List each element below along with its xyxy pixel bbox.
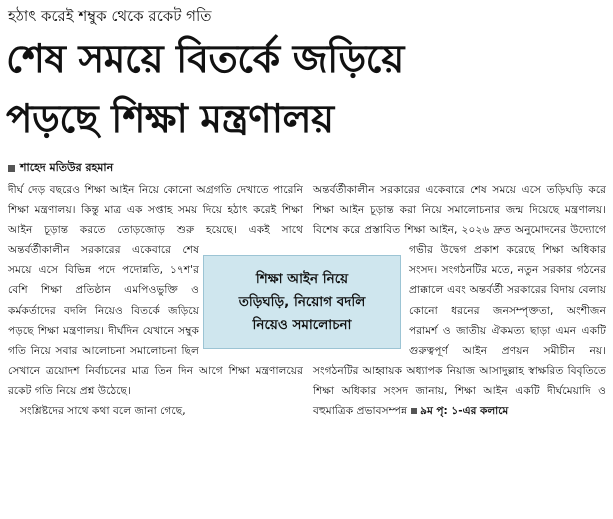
pullquote-line-2: তড়িঘড়ি, নিয়োগ বদলি — [238, 293, 366, 310]
pullquote-line-3: নিয়েও সমালোচনা — [252, 316, 352, 333]
article-paragraph: সংশ্লিষ্টদের সাথে কথা বলে জানা গেছে, — [20, 404, 186, 418]
byline-author: শাহেদ মতিউর রহমান — [20, 161, 114, 174]
kicker: হঠাৎ করেই শম্বুক থেকে রকেট গতি — [8, 7, 212, 25]
headline — [6, 30, 606, 150]
headline-line-1: শেষ সময়ে বিতর্কে জড়িয়ে — [6, 37, 404, 82]
continuation-note: ৯ম পৃ: ১-এর কলামে — [407, 405, 508, 417]
article-paragraph: অন্তর্বর্তীকালীন সরকারের একেবারে শেষ সময়ে এসে তড়িঘড়ি করে শিক্ষা আইন চূড়ান্ত করা নিয়ে সমালোচনার জন্ম দিয়েছে মন্ত্রণালয়। বিশেষ করে প্রস্তাবিত শিক্ষা আইন, ২০২৬ দ্রুত অনুমোদনের উদ্যোগে গভীর উদ্বেগ প্রকাশ করেছে শিক্ষা অধিকার সংসদ। সংগঠনটির মতে, নতুন সরকার গঠনের প্রাক্কালে এবং অন্তর্বর্তী সরকারের বিদায় বেলায় কোনো ধরনের জনসম্পৃক্ততা, অংশীজন পরামর্শ ও জাতীয় ঐকমত্য ছাড়া এমন একটি গুরুত্বপূর্ণ আইন প্রণয়ন সমীচীন নয়। সংগঠনটির আহ্বায়ক অধ্যাপক নিয়াজ আসাদুল্লাহ স্বাক্ষরিত বিবৃতিতে শিক্ষা অধিকার সংসদ জানায়, শিক্ষা আইন একটি দীর্ঘমেয়াদি ও বহুমাত্রিক প্রভাবসম্পন্ন ৯ম পৃ: ১-এর কলামে — [313, 183, 606, 418]
bullet-square-icon — [8, 165, 15, 172]
pullquote-line-1: শিক্ষা আইন নিয়ে — [255, 270, 349, 287]
byline — [8, 159, 113, 178]
article-paragraph: দীর্ঘ দেড় বছরেও শিক্ষা আইন নিয়ে কোনো অগ্রগতি দেখাতে পারেনি শিক্ষা মন্ত্রণালয়। কিন্তু মাত্র এক সপ্তাহ সময় দিয়ে হঠাৎ করেই শিক্ষা আইন চূড়ান্ত করতে তোড়জোড় শুরু হয়েছে। একই সাথে অন্তর্বর্তীকালীন সরকারের একেবারে শেষ সময়ে এসে বিভিন্ন পদে পদোন্নতি, ১৭শ'র বেশি শিক্ষা প্রতিষ্ঠান এমপিওভুক্তি ও কর্মকর্তাদের বদলি নিয়েও বিতর্কে জড়িয়ে পড়ছে শিক্ষা মন্ত্রণালয়। দীর্ঘদিন যেখানে সম্বুক গতি নিয়ে সবার আলোচনা সমালোচনা ছিল সেখানে ত্রয়োদশ নির্বাচনের মাত্র তিন দিন আগে শিক্ষা মন্ত্রণালয়ের রকেট গতি নিয়ে প্রশ্ন উঠেছে। — [8, 183, 303, 397]
headline-line-2: পড়ছে শিক্ষা মন্ত্রণালয় — [6, 97, 334, 142]
pullquote-box — [203, 255, 401, 349]
bullet-square-icon — [411, 408, 417, 414]
